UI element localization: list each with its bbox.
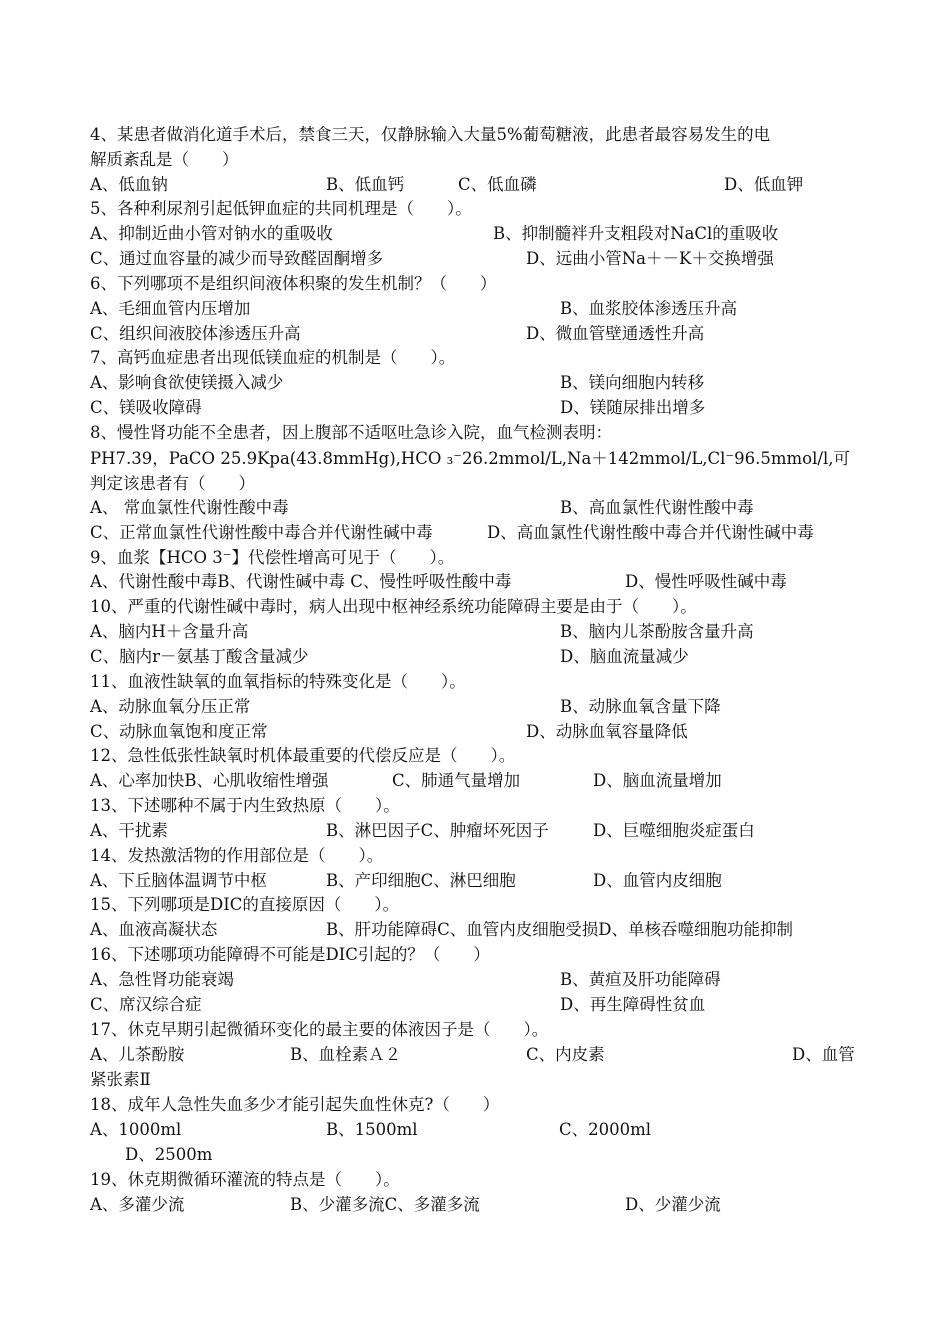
text-segment: D、血管 (792, 1045, 855, 1064)
text-segment: B、血栓素Ａ２ (290, 1045, 402, 1064)
text-segment: A、影响食欲使镁摄入减少 (90, 373, 284, 392)
text-content: 7、高钙血症患者出现低镁血症的机制是（ ）。 (90, 348, 456, 367)
text-segment: D、高血氯性代谢性酸中毒合并代谢性碱中毒 (487, 523, 814, 542)
text-content: 15、下列哪项是DIC的直接原因（ ）。 (90, 895, 400, 914)
text-content: 17、休克早期引起微循环变化的最主要的体液因子是（ ）。 (90, 1020, 549, 1039)
text-segment: B、产印细胞C、淋巴细胞 (326, 871, 516, 890)
text-segment: A、代谢性酸中毒B、代谢性碱中毒 C、慢性呼吸性酸中毒 (90, 572, 512, 591)
text-content: 19、休克期微循环灌流的特点是（ ）。 (90, 1170, 400, 1189)
text-content: 12、急性低张性缺氧时机体最重要的代偿反应是（ ）。 (90, 746, 516, 765)
text-content: 16、下述哪项功能障碍不可能是DIC引起的？（ ） (90, 945, 490, 964)
text-segment: B、镁向细胞内转移 (560, 373, 705, 392)
text-segment: D、远曲小管Na＋－K＋交换增强 (526, 249, 774, 268)
text-segment: A、心率加快B、心肌收缩性增强 (90, 771, 329, 790)
text-content: 11、血液性缺氧的血氧指标的特殊变化是（ ）。 (90, 672, 466, 691)
text-content: 紧张素Ⅱ (90, 1070, 151, 1089)
text-content: 18、成年人急性失血多少才能引起失血性休克?（ ） (90, 1095, 500, 1114)
text-segment: B、高血氯性代谢性酸中毒 (560, 498, 754, 517)
text-content: PH7.39，PaCO 25.9Kpa(43.8mmHg),HCO ₃⁻26.2mmol/L,Na＋142mmol/L,Cl⁻96.5mmol/l,可 (90, 449, 850, 468)
text-segment: A、下丘脑体温调节中枢 (90, 871, 267, 890)
text-content: 14、发热激活物的作用部位是（ ）。 (90, 846, 384, 865)
text-segment: C、低血磷 (458, 175, 537, 194)
text-segment: B、黄疸及肝功能障碍 (560, 970, 721, 989)
text-content: D、2500m (125, 1145, 213, 1164)
text-segment: A、多灌少流 (90, 1195, 185, 1214)
text-segment: A、毛细血管内压增加 (90, 299, 251, 318)
text-segment: C、肺通气量增加 (392, 771, 521, 790)
text-content: 6、下列哪项不是组织间液体积聚的发生机制？（ ） (90, 274, 497, 293)
text-segment: D、镁随尿排出增多 (560, 398, 706, 417)
text-segment: D、慢性呼吸性碱中毒 (625, 572, 787, 591)
text-content: 9、血浆【HCO 3⁻】代偿性增高可见于（ ）。 (90, 548, 455, 567)
text-segment: A、血液高凝状态 (90, 920, 218, 939)
text-segment: A、 常血氯性代谢性酸中毒 (90, 498, 289, 517)
text-content: 10、严重的代谢性碱中毒时，病人出现中枢神经系统功能障碍主要是由于（ ）。 (90, 597, 697, 616)
text-content: 解质紊乱是（ ） (90, 150, 239, 169)
text-segment: D、微血管壁通透性升高 (526, 324, 705, 343)
text-segment: C、2000ml (559, 1120, 652, 1139)
text-segment: A、儿茶酚胺 (90, 1045, 185, 1064)
text-segment: B、1500ml (326, 1120, 418, 1139)
text-segment: B、抑制髓袢升支粗段对NaCl的重吸收 (493, 224, 779, 243)
text-segment: D、巨噬细胞炎症蛋白 (593, 821, 755, 840)
text-segment: D、脑血流量增加 (593, 771, 722, 790)
text-segment: B、动脉血氧含量下降 (560, 697, 721, 716)
text-segment: A、急性肾功能衰竭 (90, 970, 234, 989)
text-segment: B、脑内儿茶酚胺含量升高 (560, 622, 754, 641)
text-segment: D、动脉血氧容量降低 (526, 722, 688, 741)
text-segment: C、席汉综合症 (90, 995, 202, 1014)
text-segment: D、再生障碍性贫血 (560, 995, 706, 1014)
text-segment: C、组织间液胶体渗透压升高 (90, 324, 301, 343)
text-segment: A、干扰素 (90, 821, 168, 840)
text-segment: B、肝功能障碍C、血管内皮细胞受损D、单核吞噬细胞功能抑制 (326, 920, 793, 939)
text-segment: C、通过血容量的减少而导致醛固酮增多 (90, 249, 384, 268)
text-segment: B、低血钙 (326, 175, 405, 194)
text-segment: C、正常血氯性代谢性酸中毒合并代谢性碱中毒 (90, 523, 433, 542)
text-segment: C、镁吸收障碍 (90, 398, 202, 417)
text-segment: D、低血钾 (724, 175, 804, 194)
text-content: 4、某患者做消化道手术后，禁食三天，仅静脉输入大量5%葡萄糖液，此患者最容易发生的电 (90, 125, 771, 144)
text-segment: D、脑血流量减少 (560, 647, 689, 666)
text-content: 8、慢性肾功能不全患者，因上腹部不适呕吐急诊入院，血气检测表明： (90, 423, 612, 442)
text-segment: C、脑内r－氨基丁酸含量减少 (90, 647, 309, 666)
text-segment: A、抑制近曲小管对钠水的重吸收 (90, 224, 333, 243)
text-segment: C、动脉血氧饱和度正常 (90, 722, 268, 741)
text-segment: A、动脉血氧分压正常 (90, 697, 251, 716)
text-segment: B、淋巴因子C、肿瘤坏死因子 (326, 821, 549, 840)
text-segment: D、少灌少流 (625, 1195, 721, 1214)
text-segment: A、低血钠 (90, 175, 168, 194)
text-segment: B、血浆胶体渗透压升高 (560, 299, 738, 318)
text-segment: B、少灌多流C、多灌多流 (290, 1195, 480, 1214)
text-segment: C、内皮素 (526, 1045, 605, 1064)
text-content: 判定该患者有（ ） (90, 474, 255, 493)
text-content: 5、各种利尿剂引起低钾血症的共同机理是（ ）。 (90, 199, 472, 218)
text-content: 13、下述哪种不属于内生致热原（ ）。 (90, 796, 400, 815)
text-segment: A、脑内H＋含量升高 (90, 622, 249, 641)
text-segment: D、血管内皮细胞 (593, 871, 722, 890)
text-segment: A、1000ml (90, 1120, 182, 1139)
